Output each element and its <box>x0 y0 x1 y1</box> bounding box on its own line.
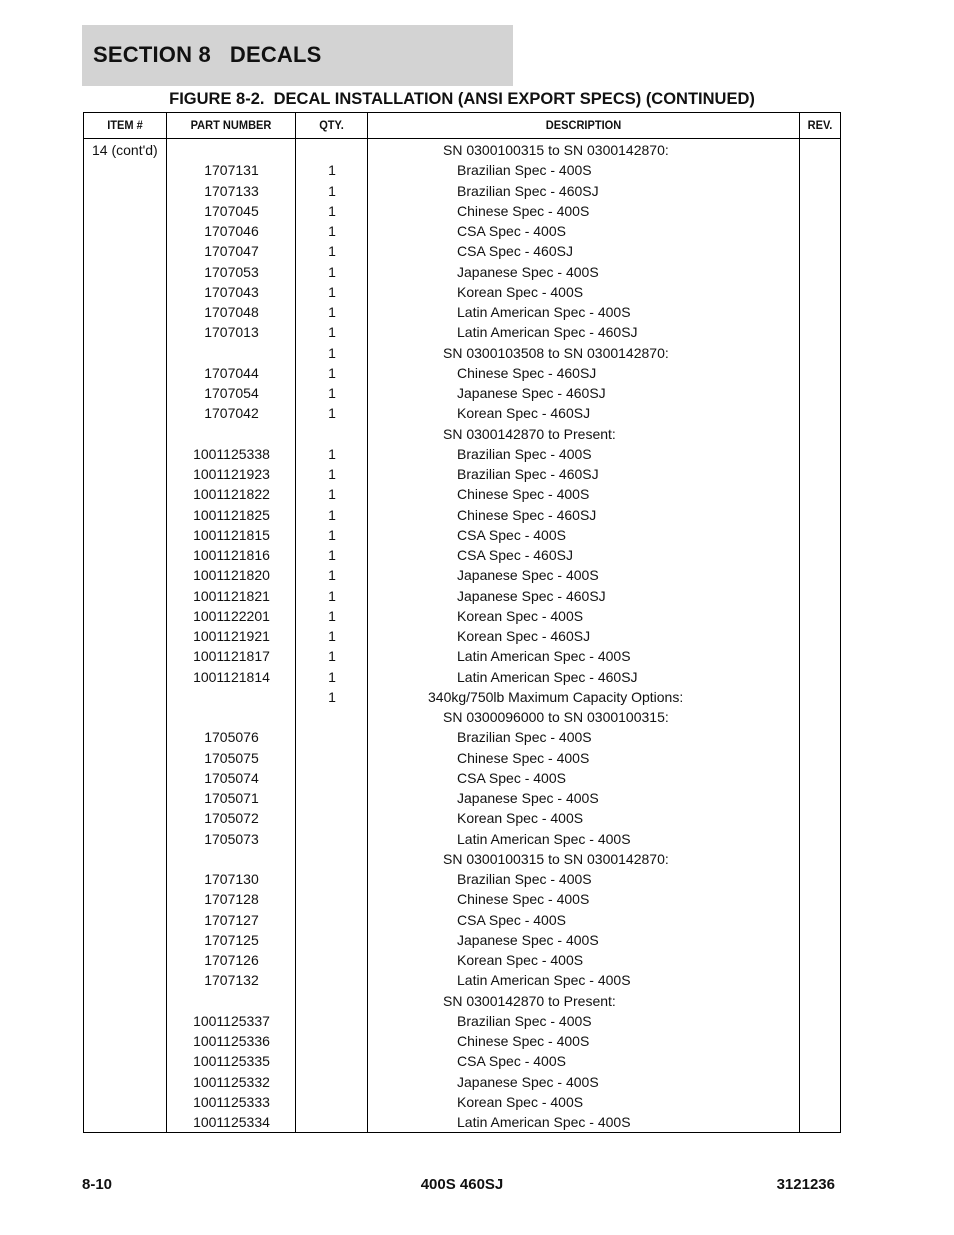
part-number-cell: 1001121923 <box>193 466 270 482</box>
part-number-cell: 1707046 <box>204 223 259 239</box>
table-row <box>84 565 840 585</box>
table-row <box>84 727 840 747</box>
table-row <box>84 889 840 909</box>
part-number-cell: 1001121820 <box>193 567 270 584</box>
table-row <box>84 1031 840 1051</box>
figure-title: FIGURE 8-2. DECAL INSTALLATION (ANSI EXPORT SPECS) (CONTINUED) <box>169 90 755 108</box>
qty-cell: 1 <box>328 283 336 300</box>
qty-cell: 1 <box>328 324 336 341</box>
qty-cell: 1 <box>328 567 336 584</box>
part-number-cell: 1707053 <box>204 263 259 280</box>
table-row <box>84 505 840 525</box>
part-number-cell: 1707045 <box>204 202 259 219</box>
table-row <box>84 160 840 180</box>
table-row <box>84 1092 840 1112</box>
description-cell: CSA Spec - 400S <box>457 223 566 239</box>
qty-cell: 1 <box>328 486 336 503</box>
column-header-qty: QTY. <box>319 118 344 132</box>
table-row <box>84 545 840 565</box>
description-cell: 340kg/750lb Maximum Capacity Options: <box>428 688 684 705</box>
part-number-cell: 1705076 <box>204 729 259 746</box>
parts-table <box>83 112 841 1133</box>
description-cell: CSA Spec - 460SJ <box>457 243 573 260</box>
description-cell: Chinese Spec - 460SJ <box>457 364 597 381</box>
description-cell: Japanese Spec - 460SJ <box>457 385 606 401</box>
description-cell: Korean Spec - 400S <box>457 952 584 968</box>
section-banner <box>82 25 513 86</box>
qty-cell: 1 <box>328 263 336 280</box>
description-cell: CSA Spec - 400S <box>457 526 566 543</box>
description-cell: Japanese Spec - 400S <box>457 790 599 806</box>
part-number-cell: 1705074 <box>204 769 259 786</box>
part-number-cell: 1001125332 <box>193 1073 270 1090</box>
part-number-cell: 1001121817 <box>193 648 270 665</box>
description-cell: Latin American Spec - 400S <box>457 830 631 847</box>
part-number-cell: 1707044 <box>204 364 259 381</box>
description-cell: Latin American Spec - 400S <box>457 972 631 989</box>
qty-cell: 1 <box>328 587 336 604</box>
part-number-cell: 1707125 <box>204 931 259 948</box>
description-cell: Japanese Spec - 400S <box>457 567 599 584</box>
part-number-cell: 1001125333 <box>193 1093 270 1110</box>
qty-cell: 1 <box>328 445 336 462</box>
qty-cell: 1 <box>328 668 336 685</box>
table-row <box>84 383 840 403</box>
part-number-cell: 1707132 <box>204 972 259 989</box>
table-row <box>84 525 840 545</box>
column-header-part-number: PART NUMBER <box>190 118 272 132</box>
description-cell: Korean Spec - 460SJ <box>457 628 591 644</box>
description-cell: Chinese Spec - 400S <box>457 749 590 766</box>
qty-cell: 1 <box>328 223 336 239</box>
table-row <box>84 829 840 849</box>
table-row <box>84 626 840 646</box>
description-cell: Brazilian Spec - 400S <box>457 445 592 462</box>
qty-cell: 1 <box>328 628 336 644</box>
table-row <box>84 950 840 970</box>
part-number-cell: 1001125334 <box>193 1114 270 1130</box>
table-row <box>84 262 840 282</box>
description-cell: SN 0300096000 to SN 0300100315: <box>443 709 669 725</box>
description-cell: Japanese Spec - 460SJ <box>457 587 606 604</box>
part-number-cell: 1707131 <box>204 162 259 179</box>
qty-cell: 1 <box>328 364 336 381</box>
table-row <box>84 464 840 484</box>
table-row <box>84 181 840 201</box>
table-row <box>84 768 840 788</box>
table-row <box>84 444 840 464</box>
qty-cell: 1 <box>328 385 336 401</box>
part-number-cell: 1705073 <box>204 830 259 847</box>
description-cell: CSA Spec - 460SJ <box>457 547 573 563</box>
qty-cell: 1 <box>328 304 336 320</box>
description-cell: Korean Spec - 400S <box>457 1093 584 1110</box>
part-number-cell: 1001121815 <box>193 526 270 543</box>
description-cell: Korean Spec - 400S <box>457 810 584 827</box>
part-number-cell: 1001121814 <box>193 668 270 685</box>
description-cell: SN 0300100315 to SN 0300142870: <box>443 850 669 867</box>
table-row <box>84 788 840 808</box>
qty-cell: 1 <box>328 202 336 219</box>
qty-cell: 1 <box>328 162 336 179</box>
part-number-cell: 1707126 <box>204 952 259 968</box>
description-cell: Latin American Spec - 460SJ <box>457 324 638 341</box>
table-row <box>84 667 840 687</box>
table-row <box>84 221 840 241</box>
table-row <box>84 1011 840 1031</box>
description-cell: Chinese Spec - 400S <box>457 202 590 219</box>
table-row <box>84 302 840 322</box>
part-number-cell: 1705075 <box>204 749 259 766</box>
description-cell: Chinese Spec - 400S <box>457 891 590 908</box>
part-number-cell: 1001121921 <box>193 628 270 644</box>
description-cell: Korean Spec - 460SJ <box>457 405 591 422</box>
part-number-cell: 1001125337 <box>193 1012 270 1029</box>
description-cell: Korean Spec - 400S <box>457 607 584 624</box>
table-row <box>84 140 840 160</box>
column-header-item: ITEM # <box>107 118 143 132</box>
part-number-cell: 1707042 <box>204 405 259 422</box>
description-cell: Latin American Spec - 400S <box>457 648 631 665</box>
description-cell: SN 0300142870 to Present: <box>443 992 616 1009</box>
description-cell: CSA Spec - 400S <box>457 769 566 786</box>
description-cell: Chinese Spec - 460SJ <box>457 506 597 523</box>
part-number-cell: 1707047 <box>204 243 259 260</box>
table-row <box>84 910 840 930</box>
table-row <box>84 363 840 383</box>
table-row <box>84 1072 840 1092</box>
table-row <box>84 484 840 504</box>
description-cell: SN 0300142870 to Present: <box>443 425 616 442</box>
part-number-cell: 1707127 <box>204 911 259 928</box>
section-title: SECTION 8 DECALS <box>93 42 322 67</box>
description-cell: CSA Spec - 400S <box>457 911 566 928</box>
description-cell: Brazilian Spec - 400S <box>457 162 592 179</box>
part-number-cell: 1001121822 <box>193 486 270 503</box>
table-row <box>84 586 840 606</box>
item-cell: 14 (cont'd) <box>92 142 158 158</box>
part-number-cell: 1707133 <box>204 182 259 199</box>
description-cell: Latin American Spec - 400S <box>457 1114 631 1130</box>
table-row <box>84 1051 840 1071</box>
description-cell: Japanese Spec - 400S <box>457 931 599 948</box>
table-row <box>84 646 840 666</box>
table-row <box>84 808 840 828</box>
part-number-cell: 1001125338 <box>193 445 270 462</box>
qty-cell: 1 <box>328 526 336 543</box>
part-number-cell: 1707048 <box>204 304 259 320</box>
qty-cell: 1 <box>328 607 336 624</box>
table-row <box>84 343 840 363</box>
description-cell: SN 0300100315 to SN 0300142870: <box>443 142 669 158</box>
table-row <box>84 930 840 950</box>
part-number-cell: 1001125335 <box>193 1053 270 1070</box>
part-number-cell: 1707130 <box>204 871 259 887</box>
part-number-cell: 1707013 <box>204 324 259 341</box>
qty-cell: 1 <box>328 506 336 523</box>
part-number-cell: 1001121821 <box>193 587 270 604</box>
part-number-cell: 1001122201 <box>193 607 270 624</box>
qty-cell: 1 <box>328 243 336 260</box>
table-row <box>84 1112 840 1132</box>
table-row <box>84 403 840 423</box>
description-cell: Latin American Spec - 460SJ <box>457 668 638 685</box>
table-body <box>84 140 840 1132</box>
table-row <box>84 322 840 342</box>
qty-cell: 1 <box>328 547 336 563</box>
column-header-rev: REV. <box>807 118 833 132</box>
table-row <box>84 282 840 302</box>
description-cell: Latin American Spec - 400S <box>457 304 631 320</box>
qty-cell: 1 <box>328 182 336 199</box>
description-cell: SN 0300103508 to SN 0300142870: <box>443 344 669 361</box>
qty-cell: 1 <box>328 344 336 361</box>
description-cell: Brazilian Spec - 400S <box>457 871 592 887</box>
qty-cell: 1 <box>328 405 336 422</box>
table-row <box>84 707 840 727</box>
part-number-cell: 1707128 <box>204 891 259 908</box>
description-cell: Brazilian Spec - 400S <box>457 1012 592 1029</box>
table-row <box>84 687 840 707</box>
description-cell: Japanese Spec - 400S <box>457 1073 599 1090</box>
qty-cell: 1 <box>328 688 336 705</box>
qty-cell: 1 <box>328 648 336 665</box>
part-number-cell: 1001121816 <box>193 547 270 563</box>
table-row <box>84 748 840 768</box>
footer-model: 400S 460SJ <box>420 1176 504 1193</box>
part-number-cell: 1705072 <box>204 810 259 827</box>
footer-doc-number: 3121236 <box>776 1176 835 1193</box>
part-number-cell: 1707043 <box>204 283 259 300</box>
table-row <box>84 201 840 221</box>
part-number-cell: 1707054 <box>204 385 259 401</box>
table-row <box>84 970 840 990</box>
table-row <box>84 606 840 626</box>
qty-cell: 1 <box>328 466 336 482</box>
description-cell: CSA Spec - 400S <box>457 1053 566 1070</box>
part-number-cell: 1705071 <box>204 790 259 806</box>
description-cell: Brazilian Spec - 460SJ <box>457 182 599 199</box>
part-number-cell: 1001121825 <box>193 506 270 523</box>
table-row <box>84 869 840 889</box>
table-header <box>84 113 840 139</box>
table-row <box>84 849 840 869</box>
description-cell: Chinese Spec - 400S <box>457 486 590 503</box>
part-number-cell: 1001125336 <box>193 1033 270 1049</box>
description-cell: Korean Spec - 400S <box>457 283 584 300</box>
footer-page-number: 8-10 <box>82 1176 113 1193</box>
table-row <box>84 424 840 444</box>
table-row <box>84 241 840 261</box>
table-row <box>84 991 840 1011</box>
description-cell: Chinese Spec - 400S <box>457 1033 590 1049</box>
description-cell: Japanese Spec - 400S <box>457 263 599 280</box>
column-header-description: DESCRIPTION <box>545 118 622 132</box>
description-cell: Brazilian Spec - 460SJ <box>457 466 599 482</box>
description-cell: Brazilian Spec - 400S <box>457 729 592 746</box>
